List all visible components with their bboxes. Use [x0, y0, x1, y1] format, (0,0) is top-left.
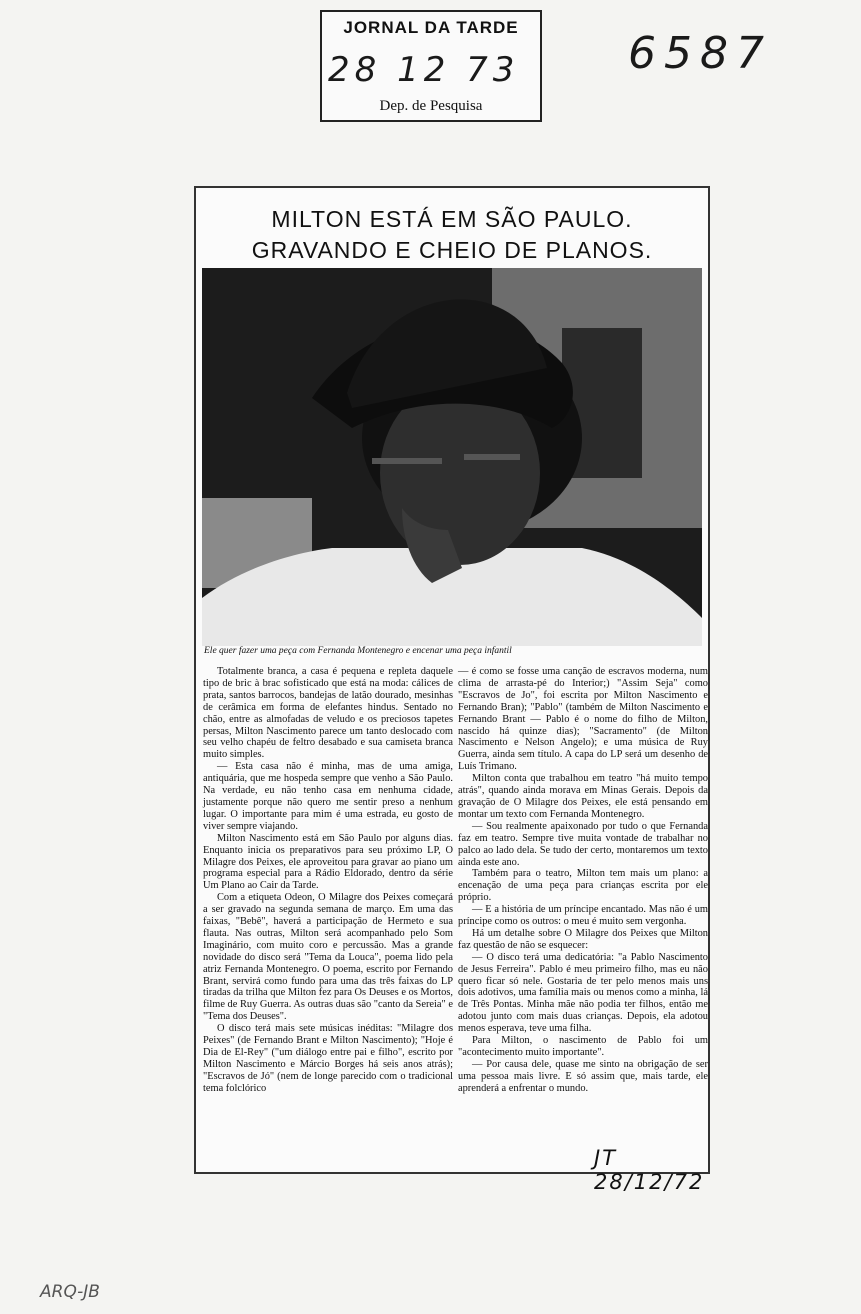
headline-line-2: GRAVANDO E CHEIO DE PLANOS. [251, 237, 653, 263]
paragraph: Também para o teatro, Milton tem mais um plano: a encenação de uma peça para crianças escrita por ele próprio. [458, 868, 708, 904]
stamp-department: Dep. de Pesquisa [379, 98, 483, 114]
archive-stamp [320, 10, 542, 122]
paragraph: Milton conta que trabalhou em teatro "há muito tempo atrás", quando ainda morava em Minas Gerais. Depois da gravação de O Milagre dos Peixes, ele está pensando em montar um texto com Fernanda Montenegro. [458, 773, 708, 820]
paragraph: — Sou realmente apaixonado por tudo o que Fernanda faz em teatro. Sempre tive muita vontade de trabalhar no palco ao lado dela. Se tudo der certo, montaremos um texto ainda este ano. [458, 820, 708, 868]
paragraph: Para Milton, o nascimento de Pablo foi um "acontecimento muito importante". [458, 1035, 708, 1058]
paragraph: — é como se fosse uma canção de escravos moderna, num clima de arrasta-pé do Interior;) "Assim Seja" como "Escravos de Jo", foi escrita por Milton Nascimento e Fernando Bran); "Pablo" (também de Milton Nascimento e Fernando Brant — Pablo é o nome do filho de Milton, nascido há quinze dias); "Sacramento" (de Milton Nascimento e Nelson Angelo); e uma música de Ruy Guerra, ainda sem título. A capa do LP será um desenho de Luís Trimano. [458, 666, 708, 773]
headline-line-1: MILTON ESTÁ EM SÃO PAULO. [271, 206, 633, 232]
archive-number: 6587 [628, 28, 772, 79]
paragraph: O disco terá mais sete músicas inéditas: "Milagre dos Peixes" (de Fernando Brant e Milton Nascimento); "Hoje é Dia de El-Rey" ("um diálogo entre pai e filho", escrito por Milton Nascimento e Márcio Borges há seis anos atrás); "Escravos de Jó" (nem de longe parecido com o tradicional tema folclórico [203, 1023, 453, 1094]
stamp-handwritten-date: 28 12 73 [328, 50, 520, 90]
photo-caption: Ele quer fazer uma peça com Fernanda Montenegro e encenar uma peça infantil [204, 646, 512, 656]
paragraph: Há um detalhe sobre O Milagre dos Peixes que Milton faz questão de não se esquecer: [458, 927, 708, 951]
paragraph: — O disco terá uma dedicatória: "a Pablo Nascimento de Jesus Ferreira". Pablo é meu primeiro filho, mas eu não quero ficar só nele. Gostaria de ter pelo menos mais uns dois adotivos, uma família mais ou menos como a minha, lá de Três Pontas. Minha mãe não podia ter filhos, então me adotou junto com mais duas crianças. Depois, ela adotou menos esperava, teve uma filha. [458, 951, 708, 1035]
article-column-2 [458, 666, 708, 1095]
paragraph: — E a história de um príncipe encantado. Mas não é um príncipe como os outros: o meu é muito sem vergonha. [458, 904, 708, 928]
paragraph: Com a etiqueta Odeon, O Milagre dos Peixes começará a ser gravado na segunda semana de março. Em uma das faixas, "Bebê", haverá a participação de Hermeto e sua flauta. Nas outras, Milton será acompanhado pelo Som Imaginário, com muito coro e percussão. Mas a grande novidade do disco será "Tema da Louca", poema lido pela atriz Fernanda Montenegro. O poema, escrito por Fernando Brant, servirá como fundo para uma das três faixas do LP tiradas da trilha que Milton fez para Os Deuses e os Mortos, filme de Ruy Guerra. As outras duas são "canto da Sereia" e "Tema dos Deuses". [203, 892, 453, 1023]
article-column-1 [203, 666, 453, 1095]
paragraph: — Esta casa não é minha, mas de uma amiga, antiquária, que me hospeda sempre que venho a São Paulo. Na verdade, eu não tenho casa em nenhuma cidade, justamente porque não quero me sentir preso a nenhum lugar. O importante para mim é uma estrada, eu gosto de viver sempre viajando. [203, 761, 453, 832]
milton-photo [202, 268, 702, 646]
headline [196, 204, 708, 266]
paragraph: Totalmente branca, a casa é pequena e repleta daquele tipo de bric à brac sofisticado que está na moda: cálices de prata, santos barrocos, bandejas de latão dourado, mesinhas de cerâmica em forma de elefantes hindus. Sentado no chão, entre as almofadas de veludo e os preciosos tapetes persas, Milton Nascimento parece um tanto deslocado com seu velho chapéu de feltro desabado e sua camiseta branca muito simples. [203, 666, 453, 761]
newspaper-clipping [194, 186, 710, 1194]
paragraph: Milton Nascimento está em São Paulo por alguns dias. Enquanto inicia os preparativos para seu próximo LP, O Milagre dos Peixes, ele aproveitou para gravar ao piano um programa especial para a Rádio Eldorado, dentro da série Um Plano ao Cair da Tarde. [203, 832, 453, 892]
paragraph: — Por causa dele, quase me sinto na obrigação de ser uma pessoa mais livre. E só assim que, mais tarde, ele aprenderá a enfrentar o mundo. [458, 1058, 708, 1094]
archive-mark: ARQ-JB [40, 1282, 100, 1302]
handwritten-signature: JT 28/12/72 [594, 1146, 705, 1194]
stamp-newspaper-name: JORNAL DA TARDE [343, 18, 519, 37]
